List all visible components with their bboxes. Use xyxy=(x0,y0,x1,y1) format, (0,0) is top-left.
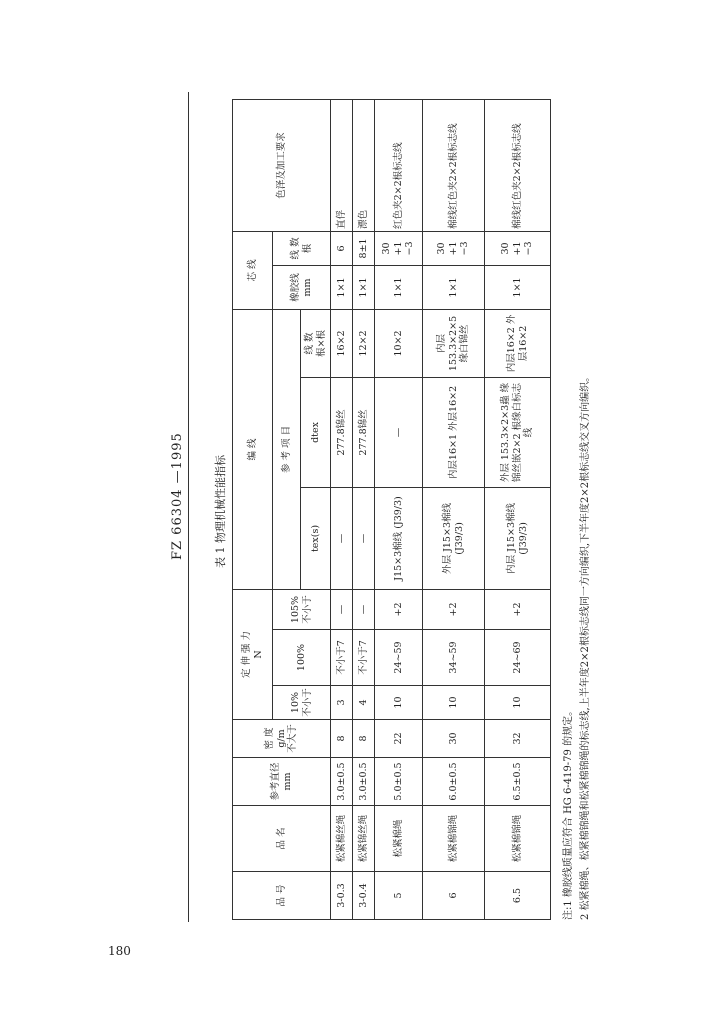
page-number: 180 xyxy=(108,944,131,958)
header-tex: tex(s) xyxy=(301,487,331,589)
header-braid: 编 线 xyxy=(233,309,273,589)
note-1: 注:1 橡胶线质量应符合 HG 6-419-79 的规定。 xyxy=(563,705,574,920)
spec-table xyxy=(232,99,551,920)
header-s105: 105% 不小于 xyxy=(273,589,331,629)
table-title: 表 1 物理机械性能指标 xyxy=(214,455,227,568)
header-density: 密 度 g/m 不大于 xyxy=(233,720,331,758)
table-notes xyxy=(560,371,594,920)
header-color: 色泽及加工要求 xyxy=(233,99,331,231)
header-rubber: 橡胶线 mm xyxy=(273,265,331,309)
table-row: 6 松紧棉锦绳 6.0±0.5 30 10 34~59 +2 外层 J15×3棉线 (J39/3) 内层16×1 外层16×2 内层 153.3×2×5 缘白锦丝 1×1 30 +1 −3 棉线红色夹2×2根标志线 xyxy=(423,99,485,919)
table-row: 3-0.3 松紧棉丝绳 3.0±0.5 8 3 不小于7 — — 277.8锦丝 16×2 1×1 6 直俘 xyxy=(331,99,353,919)
header-name: 品 名 xyxy=(233,806,331,872)
note-2: 2 松紧棉绳、松紧棉锦绳和松紧棉锦绳的标志线,上半年度2×2根标志线同一方向编织,下半年度2×2根标志线交叉方向编织。 xyxy=(580,371,591,920)
header-strength: 定 伸 强 力 N xyxy=(233,589,273,719)
table-container xyxy=(232,100,550,920)
standard-number: FZ 66304 —1995 xyxy=(170,432,185,560)
header-core-count: 线 数 根 xyxy=(273,231,331,265)
header-strands: 线 数 根×根 xyxy=(301,309,331,377)
header-code: 品 号 xyxy=(233,872,331,920)
header-core: 芯 线 xyxy=(233,231,273,309)
header-diameter: 参考直径 mm xyxy=(233,758,331,806)
header-s10: 10% 不小于 xyxy=(273,686,331,720)
table-row: 6.5 松紧棉锦绳 6.5±0.5 32 10 24~69 +2 内层 J15×3棉线 (J39/3) 外层 153.3×2×3蟲 缘锦丝嵌2×2 根缘白标志线 内层16×2 外层16×2 1×1 30 +1 −3 棉线红色夹2×2根标志线 xyxy=(485,99,551,919)
table-row: 3-0.4 松紧锦丝绳 3.0±0.5 8 4 不小于7 — — 277.8锦丝 12×2 1×1 8±1 漂色 xyxy=(353,99,375,919)
header-dtex: dtex xyxy=(301,377,331,487)
header-ref-spec: 参 考 项 目 xyxy=(273,309,301,589)
header-s100: 100% xyxy=(273,630,331,686)
table-row: 5 松紧棉绳 5.0±0.5 22 10 24~59 +2 J15×3棉线 (J39/3) — 10×2 1×1 30 +1 −3 红色夹2×2根标志线 xyxy=(375,99,423,919)
